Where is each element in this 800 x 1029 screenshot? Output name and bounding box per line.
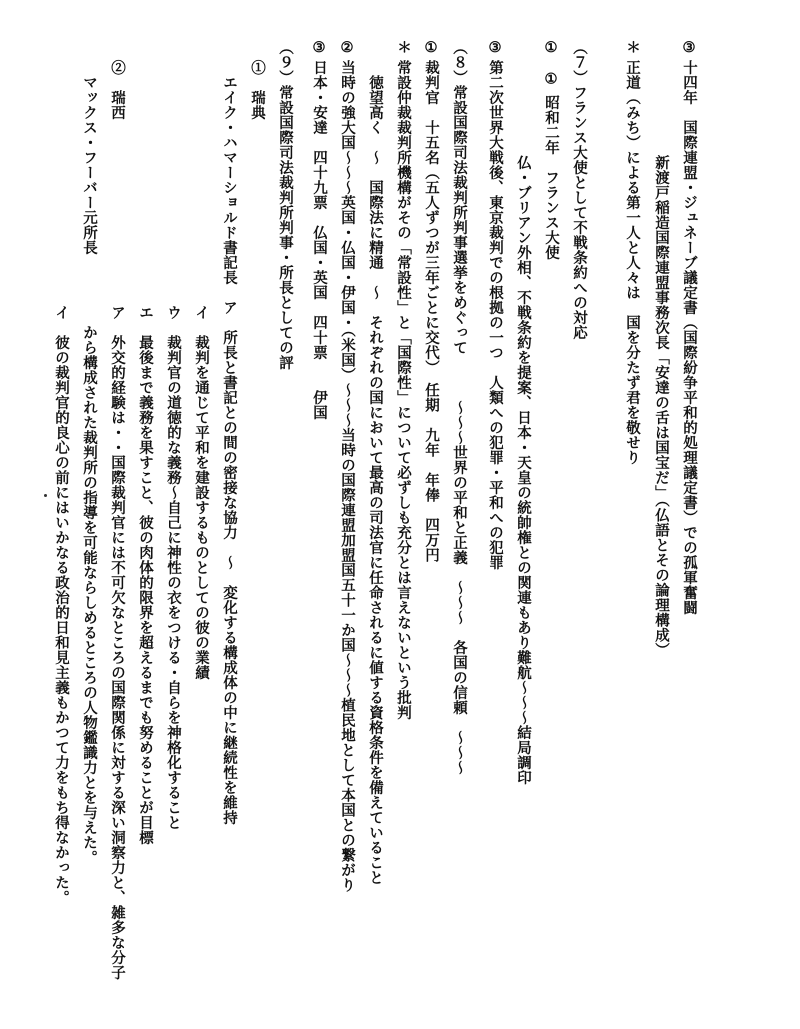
text-line-l25: イ 裁判を通じて平和を建設するものとしての彼の業績 xyxy=(193,305,210,680)
text-line-l24: エイク・ハマーショルド書記長 ア 所長と書記との間の密接な協力 ～ 変化する構成体の中に継続性を維持 xyxy=(221,75,238,825)
text-line-l16: 常設仲裁裁判所機構がその「常設性」と「国際性」について必ずしも充分とは言えないという批判 xyxy=(395,60,412,720)
text-line-l17: 徳望高く ～ 国際法に精通 ～ それぞれの国において最高の司法官に任命されるに値する資格条件を備えていること xyxy=(367,75,384,885)
text-line-l26: ウ 裁判官の道徳的な義務～自己に神性の衣をつける・自らを神格化すること xyxy=(165,305,182,830)
text-line-l11: 第二次世界大戦後、東京裁判での根拠の一つ 人類への犯罪・平和への犯罪 xyxy=(487,60,504,570)
text-line-l21: 日本・安達 四十九票 仏国・英国 四十票 伊国 xyxy=(311,60,328,420)
text-line-l23: ① 瑞典 xyxy=(249,60,266,120)
text-line-l03: 新渡戸稲造国際連盟事務次長「安達の舌は国宝だ」（仏語とその論理構成） xyxy=(653,155,670,658)
text-line-l05: 正道（みち）による第一人と人々は 国を分たず君を敬せり xyxy=(624,60,641,465)
text-line-l13: ① xyxy=(423,40,440,57)
text-line-l12: （８）常設国際司法裁判所判事選挙をめぐって ～～～世界の平和と正義 ～～～ 各国の信頼 ～～～ xyxy=(451,40,468,775)
text-line-l01: ③ xyxy=(681,40,698,57)
text-line-l27: エ 最後まで義務を果すこと、彼の肉体的限界を超えるまでも努めることが目標 xyxy=(137,305,154,845)
text-line-l19: 当時の強大国～～～英国・仏国・伊国・（米国）～～～当時の国際連盟加盟国五十一か国～～～植民地として本国との繋がり xyxy=(339,60,356,893)
text-line-l29: ア 外交的経験は・・国際裁判官には不可欠なところの国際関係に対する深い洞察力と、雑多な分子 xyxy=(109,305,126,980)
text-line-l28: ② 瑞西 xyxy=(109,60,126,120)
text-line-l20: ③ xyxy=(311,40,328,57)
text-line-l04: ＊ xyxy=(624,40,641,55)
text-line-l09: 仏・ブリアン外相、不戦条約を提案、日本・天皇の統帥権との関連もあり難航～～～結局調印 xyxy=(515,155,532,785)
text-line-l15: ＊ xyxy=(395,40,412,55)
text-line-l08: 昭和二年 フランス大使 xyxy=(543,95,560,260)
text-line-l18: ② xyxy=(339,40,356,57)
scan-speck xyxy=(44,494,47,497)
text-line-l14: 裁判官 十五名（五人ずつが三年ごとに交代） 任期 九年 年俸 四万円 xyxy=(423,60,440,563)
text-line-l32: イ 彼の裁判官的良心の前にはいかなる政治的日和見主義もかつて力をもち得なかった。 xyxy=(53,305,70,905)
text-line-l22: （９）常設国際司法裁判所判事・所長としての評 xyxy=(277,40,294,370)
text-line-l06: （７）フランス大使として不戦条約への対応 xyxy=(571,40,588,340)
text-line-l31: から構成された裁判所の指導を可能ならしめるところの人物鑑識力とを与えた。 xyxy=(81,325,98,865)
text-line-l30: マックス・フーバー元所長 xyxy=(81,75,98,255)
text-line-l02: 十四年 国際連盟・ジュネーブ議定書（国際紛争平和的処理議定書）での孤軍奮闘 xyxy=(681,60,698,615)
text-line-l07: ① ① xyxy=(543,40,560,88)
text-line-l10: ③ xyxy=(487,40,504,57)
